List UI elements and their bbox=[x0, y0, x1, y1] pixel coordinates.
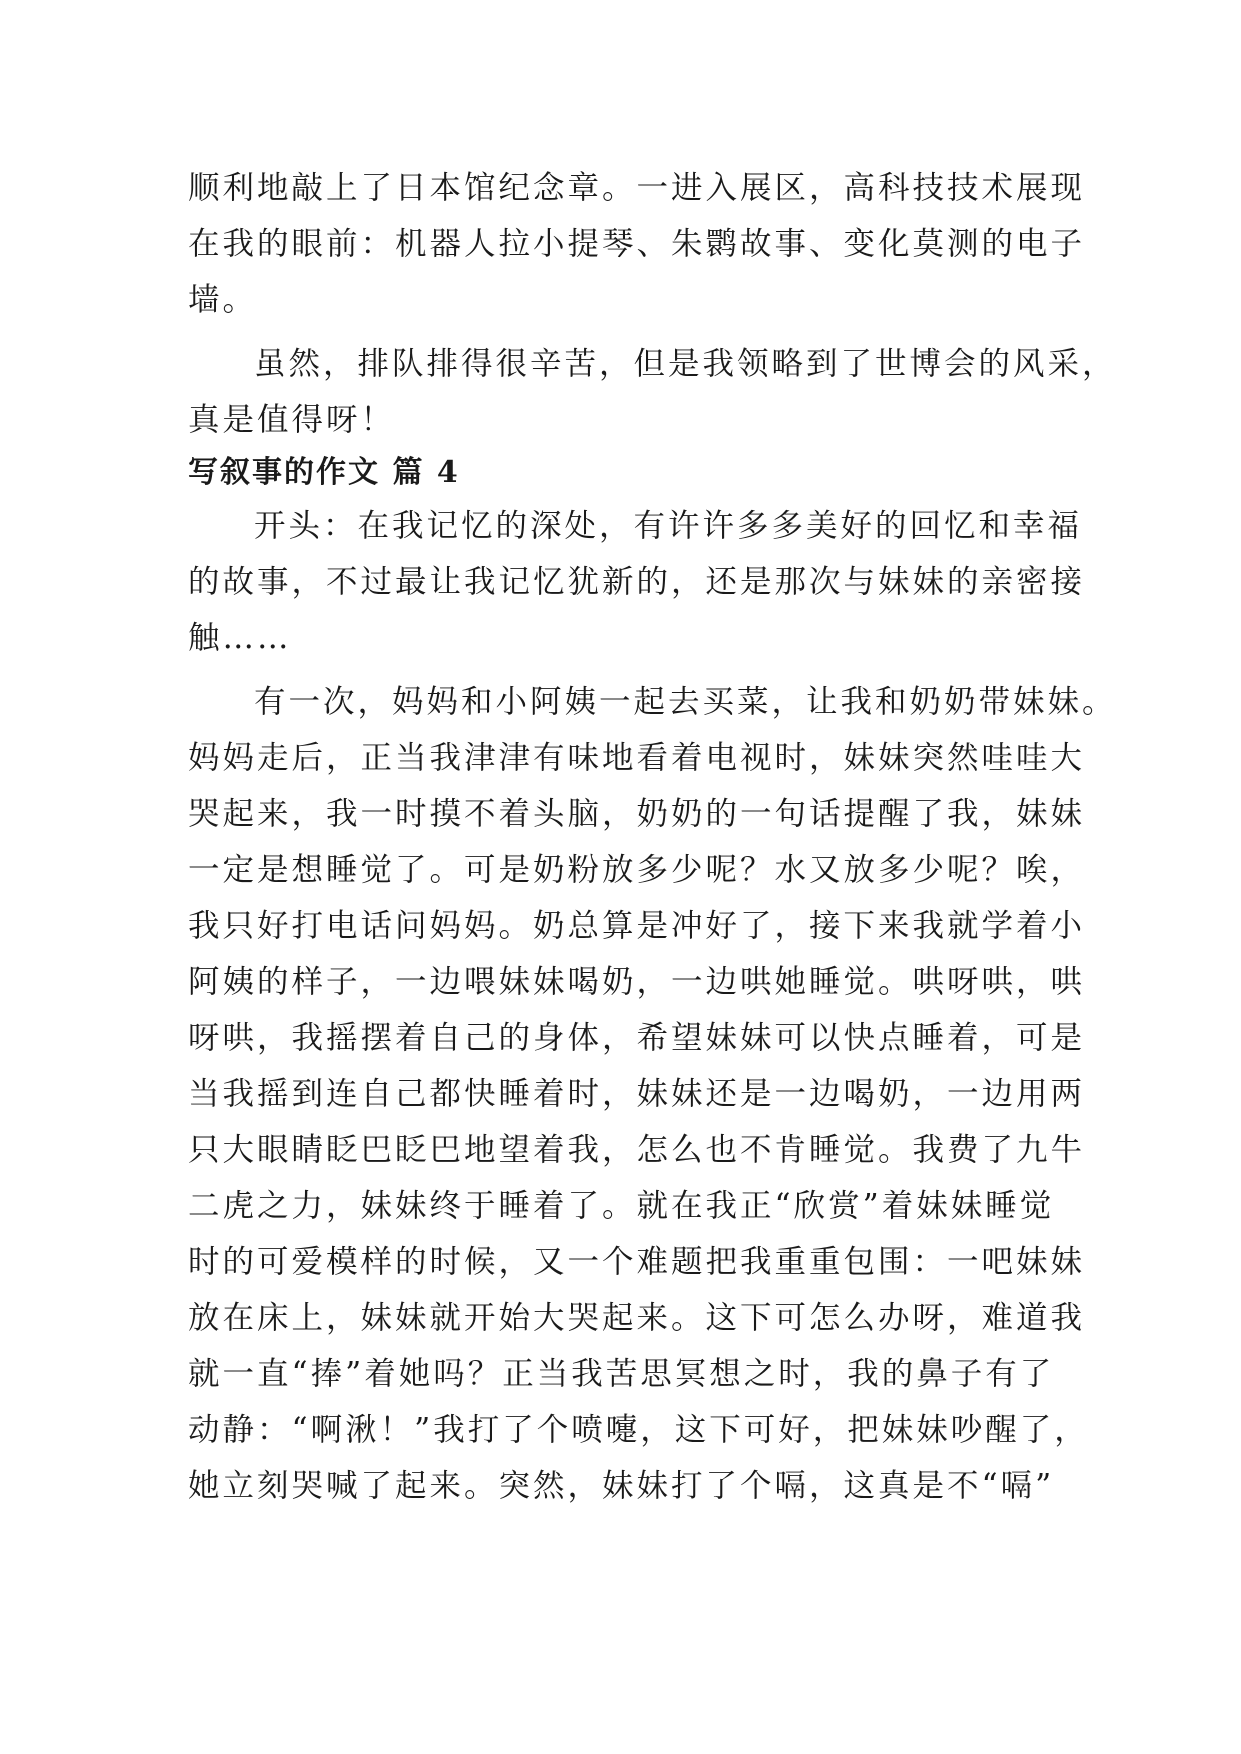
text-line: 她立刻哭喊了起来。突然，妹妹打了个嗝，这真是不“嗝” bbox=[188, 1468, 1055, 1504]
text-line: 动静：“啊湫！”我打了个喷嚏，这下可好，把妹妹吵醒了， bbox=[188, 1412, 1089, 1448]
text-line: 的故事，不过最让我记忆犹新的，还是那次与妹妹的亲密接 bbox=[188, 564, 1086, 600]
text-line: 哭起来，我一时摸不着头脑，奶奶的一句话提醒了我，妹妹 bbox=[188, 796, 1086, 832]
text-line: 在我的眼前：机器人拉小提琴、朱鹮故事、变化莫测的电子 bbox=[188, 226, 1086, 262]
text-line: 时的可爱模样的时候，又一个难题把我重重包围：一吧妹妹 bbox=[188, 1244, 1086, 1280]
text-line: 虽然，排队排得很辛苦，但是我领略到了世博会的风采， bbox=[254, 346, 1117, 382]
paragraph-2 bbox=[188, 336, 1117, 448]
text-line: 只大眼睛眨巴眨巴地望着我，怎么也不肯睡觉。我费了九牛 bbox=[188, 1132, 1086, 1168]
text-line: 墙。 bbox=[188, 282, 258, 318]
text-line: 呀哄，我摇摆着自己的身体，希望妹妹可以快点睡着，可是 bbox=[188, 1020, 1086, 1056]
text-line: 就一直“捧”着她吗？正当我苦思冥想之时，我的鼻子有了 bbox=[188, 1356, 1055, 1392]
text-line: 二虎之力，妹妹终于睡着了。就在我正“欣赏”着妹妹睡觉 bbox=[188, 1188, 1055, 1224]
text-line: 当我摇到连自己都快睡着时，妹妹还是一边喝奶，一边用两 bbox=[188, 1076, 1086, 1112]
text-line: 有一次，妈妈和小阿姨一起去买菜，让我和奶奶带妹妹。 bbox=[254, 684, 1117, 720]
text-line: 开头：在我记忆的深处，有许许多多美好的回忆和幸福 bbox=[254, 508, 1083, 544]
text-line: 真是值得呀！ bbox=[188, 402, 396, 438]
text-line: 一定是想睡觉了。可是奶粉放多少呢？水又放多少呢？唉， bbox=[188, 852, 1086, 888]
paragraph-3 bbox=[188, 498, 1086, 666]
text-line: 放在床上，妹妹就开始大哭起来。这下可怎么办呀，难道我 bbox=[188, 1300, 1086, 1336]
text-line: 妈妈走后，正当我津津有味地看着电视时，妹妹突然哇哇大 bbox=[188, 740, 1086, 776]
document-body bbox=[188, 160, 1117, 1514]
text-line: 我只好打电话问妈妈。奶总算是冲好了，接下来我就学着小 bbox=[188, 908, 1086, 944]
paragraph-1 bbox=[188, 160, 1086, 328]
text-line: 阿姨的样子，一边喂妹妹喝奶，一边哄她睡觉。哄呀哄，哄 bbox=[188, 964, 1086, 1000]
text-line: 触…… bbox=[188, 620, 292, 656]
paragraph-4 bbox=[188, 674, 1117, 1514]
section-heading: 写叙事的作文 篇 4 bbox=[188, 455, 460, 490]
text-line: 顺利地敲上了日本馆纪念章。一进入展区，高科技技术展现 bbox=[188, 170, 1086, 206]
